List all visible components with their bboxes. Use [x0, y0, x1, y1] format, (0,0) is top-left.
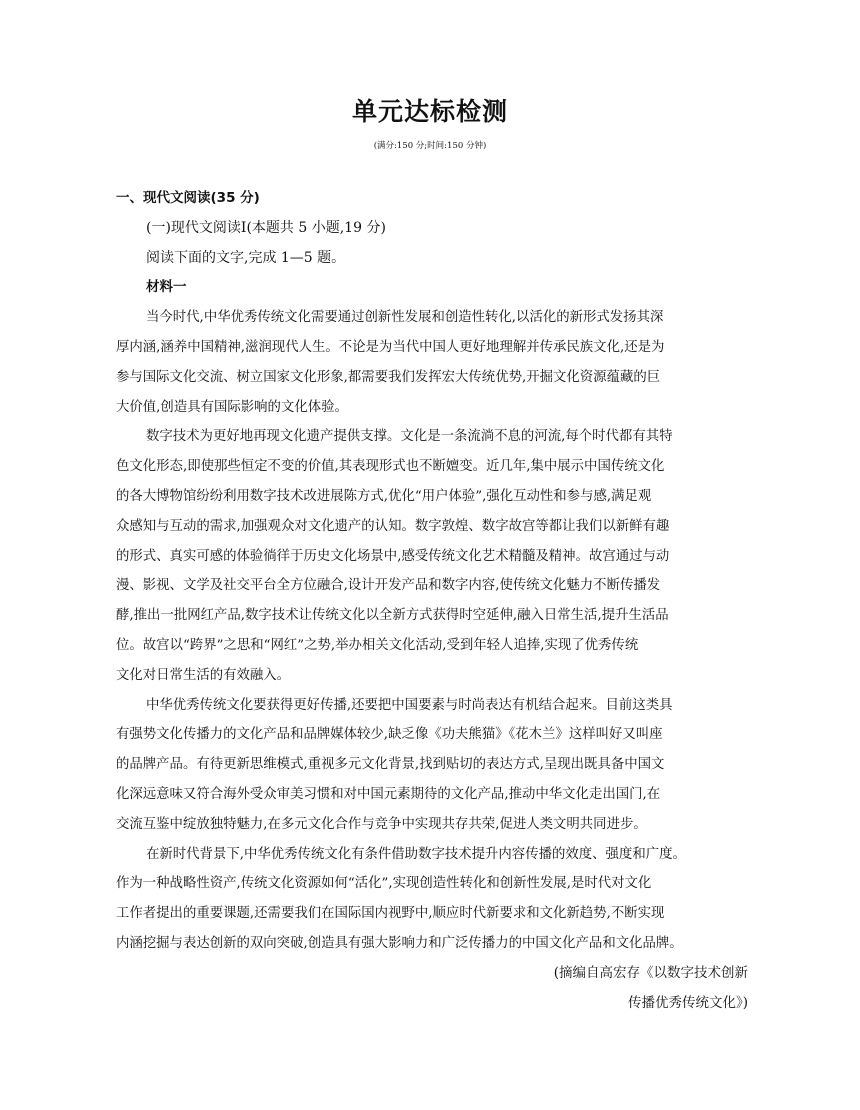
page-title: 单元达标检测 — [351, 97, 508, 126]
source-line: 传播优秀传统文化》) — [627, 994, 748, 1011]
paragraph-line: 有强势文化传播力的文化产品和品牌媒体较少,缺乏像《功夫熊猫》《花木兰》这样叫好又叫座 — [116, 727, 663, 743]
exam-content — [116, 184, 756, 1018]
material-label: 材料一 — [146, 279, 187, 296]
paragraph-line: 文化对日常生活的有效融入。 — [116, 667, 291, 683]
paragraph-line: 众感知与互动的需求,加强观众对文化遗产的认知。数字敦煌、数字故宫等都让我们以新鲜有趣 — [116, 518, 670, 534]
paragraph-line: 色文化形态,即使那些恒定不变的价值,其表现形式也不断嬗变。近几年,集中展示中国传统文化 — [116, 459, 665, 475]
paragraph-line: 的品牌产品。有待更新思维模式,重视多元文化背景,找到贴切的表达方式,呈现出既具备中国文 — [116, 757, 665, 773]
paragraph-line: 的形式、真实可感的体验徜徉于历史文化场景中,感受传统文化艺术精髓及精神。故宫通过与动 — [116, 548, 670, 564]
article-paragraph — [116, 422, 756, 690]
paragraph-line: 交流互鉴中绽放独特魅力,在多元文化合作与竞争中实现共存共荣,促进人类文明共同进步。 — [116, 816, 647, 832]
reading-instruction: 阅读下面的文字,完成 1—5 题。 — [146, 249, 346, 266]
article-body — [116, 303, 756, 959]
article-paragraph — [116, 303, 756, 422]
article-paragraph — [116, 691, 756, 840]
paragraph-line: 位。故宫以“跨界”之思和“网红”之势,举办相关文化活动,受到年轻人追捧,实现了优秀传统 — [116, 637, 639, 653]
section-heading: 一、现代文阅读(35 分) — [116, 190, 260, 206]
paragraph-line: 内涵挖掘与表达创新的双向突破,创造具有强大影响力和广泛传播力的中国文化产品和文化品牌。 — [116, 935, 683, 951]
paragraph-line: 工作者提出的重要课题,还需要我们在国际国内视野中,顺应时代新要求和文化新趋势,不断实现 — [116, 906, 665, 922]
sub-section-heading: (一)现代文阅读Ⅰ(本题共 5 小题,19 分) — [146, 219, 386, 236]
paragraph-line: 漫、影视、文学及社交平台全方位融合,设计开发产品和数字内容,使传统文化魅力不断传播发 — [116, 578, 661, 594]
exam-info: (满分:150 分;时间:150 分钟) — [373, 141, 487, 151]
paragraph-line: 作为一种战略性资产,传统文化资源如何“活化”,实现创造性转化和创新性发展,是时代对文化 — [116, 876, 652, 892]
article-paragraph — [116, 840, 756, 959]
paragraph-line: 数字技术为更好地再现文化遗产提供支撑。文化是一条流淌不息的河流,每个时代都有其特 — [146, 429, 673, 445]
paragraph-line: 中华优秀传统文化要获得更好传播,还要把中国要素与时尚表达有机结合起来。目前这类具 — [146, 697, 673, 713]
paragraph-line: 酵,推出一批网红产品,数字技术让传统文化以全新方式获得时空延伸,融入日常生活,提升生活品 — [116, 608, 669, 624]
paragraph-line: 当今时代,中华优秀传统文化需要通过创新性发展和创造性转化,以活化的新形式发扬其深 — [146, 310, 664, 326]
source-line: (摘编自高宏存《以数字技术创新 — [553, 964, 748, 981]
paragraph-line: 大价值,创造具有国际影响的文化体验。 — [116, 399, 348, 415]
source-citation — [116, 959, 756, 1019]
paragraph-line: 的各大博物馆纷纷利用数字技术改进展陈方式,优化“用户体验”,强化互动性和参与感,满足观 — [116, 488, 652, 504]
paragraph-line: 在新时代背景下,中华优秀传统文化有条件借助数字技术提升内容传播的效度、强度和广度。 — [146, 846, 686, 862]
paragraph-line: 化深远意味又符合海外受众审美习惯和对中国元素期待的文化产品,推动中华文化走出国门,在 — [116, 786, 661, 802]
paragraph-line: 厚内涵,涵养中国精神,滋润现代人生。不论是为当代中国人更好地理解并传承民族文化,还是为 — [116, 339, 665, 355]
paragraph-line: 参与国际文化交流、树立国家文化形象,都需要我们发挥宏大传统优势,开掘文化资源蕴藏的巨 — [116, 369, 661, 385]
